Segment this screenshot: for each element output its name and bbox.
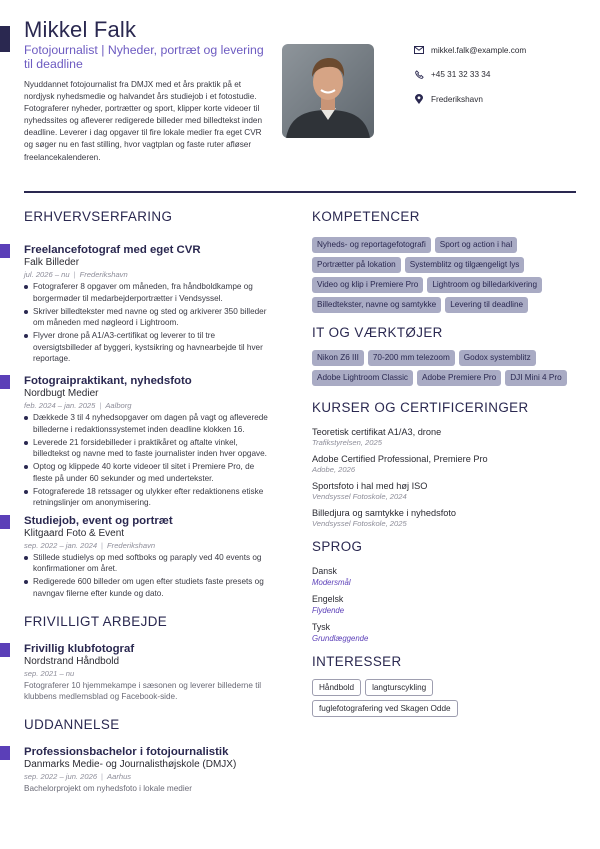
- job-bullet: Flyver drone på A1/A3-certifikat og leverer to til tre oversigtsbilleder af byggeri, kystsikring og havnearbejde til hver reportage.: [24, 330, 276, 365]
- contact-phone-text: +45 31 32 33 34: [431, 70, 491, 79]
- interests-heading: INTERESSER: [312, 654, 402, 669]
- job-title: Freelancefotograf med eget CVR: [24, 244, 201, 256]
- course-issuer: Vendsyssel Fotoskole, 2025: [312, 519, 407, 528]
- education-meta: sep. 2022 – jun. 2026 | Aarhus: [24, 771, 132, 781]
- language-item: [312, 621, 582, 644]
- tools-chips: [312, 350, 582, 386]
- volunteer-entry: [24, 642, 276, 703]
- volunteer-description: Fotograferer 10 hjemmekampe i sæsonen og leverer billederne til klubbens medlemsblad og Facebook-side.: [24, 680, 262, 702]
- job-bullets: [24, 281, 276, 365]
- tool-tag: Adobe Lightroom Classic: [312, 370, 413, 386]
- job-bullet: Fotograferer 8 opgaver om måneden, fra håndboldkampe og borgermøder til medarbejderportrætter i Vendsyssel.: [24, 281, 276, 304]
- course-item: [312, 507, 582, 529]
- language-level: Flydende: [312, 606, 345, 615]
- education-description: Bachelorprojekt om nyhedsfoto i lokale medier: [24, 783, 192, 793]
- contact-list: [414, 44, 594, 118]
- experience-entry: [24, 514, 276, 600]
- job-bullet: Fotograferede 18 retssager og ulykker efter redaktionens etiske retningslinjer om anonymisering.: [24, 486, 276, 509]
- tool-tag: Godox systemblitz: [459, 350, 536, 366]
- right-column: [312, 209, 582, 717]
- skill-tag: Video og klip i Premiere Pro: [312, 277, 423, 293]
- job-bullet: Redigerede 600 billeder om ugen efter studiets faste presets og navngav filerne efter kunde og dato.: [24, 576, 276, 599]
- tool-tag: 70-200 mm telezoom: [368, 350, 455, 366]
- interest-tag: fuglefotografering ved Skagen Odde: [312, 700, 458, 717]
- tool-tag: Adobe Premiere Pro: [417, 370, 501, 386]
- language-level: Grundlæggende: [312, 634, 369, 643]
- school: Danmarks Medie- og Journalisthøjskole (DMJX): [24, 758, 237, 770]
- job-bullet: Dækkede 3 til 4 nyhedsopgaver om dagen på vagt og afleverede billederne i redaktionssystemet inden deadline klokken 16.: [24, 412, 276, 435]
- job-bullet: Stillede studielys op med softboks og paraply ved 40 events og konfirmationer om året.: [24, 552, 276, 575]
- skill-tag: Systemblitz og tilgængeligt lys: [405, 257, 525, 273]
- interest-tag: langturscykling: [365, 679, 433, 696]
- contact-email[interactable]: [414, 44, 594, 56]
- name-accent-bar: [0, 26, 10, 52]
- education-entry: [24, 745, 276, 795]
- tool-tag: Nikon Z6 III: [312, 350, 364, 366]
- left-column: [24, 209, 276, 794]
- experience-heading: ERHVERVSERFARING: [24, 209, 173, 224]
- job-date: sep. 2022 – jan. 2024: [24, 540, 98, 550]
- education-date: sep. 2022 – jun. 2026: [24, 771, 98, 781]
- course-item: [312, 480, 582, 502]
- job-bullets: [24, 412, 276, 509]
- entry-accent-bar: [0, 746, 10, 760]
- contact-location-text: Frederikshavn: [431, 94, 483, 104]
- experience-entry: [24, 374, 276, 509]
- courses-heading: KURSER OG CERTIFICERINGER: [312, 400, 529, 415]
- headline: Fotojournalist | Nyheder, portræt og levering til deadline: [24, 43, 264, 71]
- language-item: [312, 565, 582, 588]
- skill-tag: Levering til deadline: [445, 297, 528, 313]
- candidate-name: Mikkel Falk: [24, 17, 137, 42]
- tools-heading: IT OG VÆRKTØJER: [312, 325, 443, 340]
- skill-tag: Lightroom og billedarkivering: [427, 277, 542, 293]
- employer: Klitgaard Foto & Event: [24, 527, 125, 539]
- job-bullet: Leverede 21 forsidebilleder i praktikåret og aftalte vinkel, billedtekst og navne med to faste journalister inden hver opgave.: [24, 437, 276, 460]
- experience-entry: [24, 243, 276, 365]
- phone-icon: [414, 70, 424, 80]
- job-meta: jul. 2026 – nu | Frederikshavn: [24, 270, 128, 279]
- interests-chips: [312, 679, 582, 717]
- course-issuer: Adobe, 2026: [312, 465, 356, 474]
- contact-phone[interactable]: [414, 69, 594, 81]
- job-title: Studiejob, event og portræt: [24, 514, 173, 527]
- language-name: Dansk: [312, 566, 337, 576]
- course-title: Teoretisk certifikat A1/A3, drone: [312, 427, 442, 437]
- volunteer-heading: FRIVILLIGT ARBEJDE: [24, 613, 168, 629]
- job-title: Fotograipraktikant, nyhedsfoto: [24, 374, 192, 387]
- education-heading: UDDANNELSE: [24, 716, 120, 732]
- header-divider: [24, 191, 576, 193]
- interest-tag: Håndbold: [312, 679, 361, 696]
- job-place: Frederikshavn: [107, 540, 156, 550]
- job-bullet: Skriver billedtekster med navne og sted og arkiverer 350 billeder om måneden med nøgleord i Lightroom.: [24, 306, 276, 329]
- language-name: Tysk: [312, 622, 331, 632]
- course-title: Sportsfoto i hal med høj ISO: [312, 481, 428, 491]
- profile-summary: Nyuddannet fotojournalist fra DMJX med et års praktik på et nordjysk nyhedsmedie og halvandet års studiejob i et fotostudie. Fotograferer nyheder, portrætter og sport, klipper korte videoer til nyhedssites og afleverer redigerede billeder med billedtekst inden deadline. Leverer i dag opgaver til fire lokale medier fra eget CVR og søger nu en fast stilling, hvor vagtplan og faste ruter afløser freelancekalenderen.: [24, 80, 263, 162]
- employer: Falk Billeder: [24, 257, 80, 268]
- volunteer-date: sep. 2021 – nu: [24, 668, 75, 678]
- language-name: Engelsk: [312, 594, 344, 604]
- skills-chips: [312, 237, 582, 313]
- course-item: [312, 426, 582, 448]
- skill-tag: Portrætter på lokation: [312, 257, 401, 273]
- skill-tag: Billedtekster, navne og samtykke: [312, 297, 441, 313]
- entry-accent-bar: [0, 515, 10, 529]
- location-pin-icon: [414, 94, 424, 104]
- language-item: [312, 593, 582, 616]
- education-place: Aarhus: [107, 771, 132, 781]
- entry-accent-bar: [0, 375, 10, 389]
- contact-email-text: mikkel.falk@example.com: [431, 45, 527, 55]
- job-date: jul. 2026 – nu: [24, 270, 70, 279]
- job-meta: feb. 2024 – jan. 2025 | Aalborg: [24, 400, 132, 410]
- languages-list: [312, 565, 582, 644]
- contact-location: [414, 93, 594, 105]
- tool-tag: DJI Mini 4 Pro: [505, 370, 566, 386]
- course-title: Adobe Certified Professional, Premiere Pro: [312, 454, 488, 464]
- course-title: Billedjura og samtykke i nyhedsfoto: [312, 508, 457, 518]
- skill-tag: Nyheds- og reportagefotografi: [312, 237, 431, 253]
- course-issuer: Vendsyssel Fotoskole, 2024: [312, 492, 407, 501]
- job-bullets: [24, 552, 276, 600]
- job-date: feb. 2024 – jan. 2025: [24, 400, 96, 410]
- employer: Nordbugt Medier: [24, 387, 99, 399]
- mail-icon: [414, 45, 424, 55]
- job-meta: sep. 2022 – jan. 2024 | Frederikshavn: [24, 540, 156, 550]
- courses-list: [312, 426, 582, 529]
- languages-heading: SPROG: [312, 539, 363, 554]
- job-bullet: Optog og klippede 40 korte videoer til sitet i Premiere Pro, de fleste på under 60 sekunder og med undertekster.: [24, 461, 276, 484]
- degree-title: Professionsbachelor i fotojournalistik: [24, 745, 229, 758]
- job-place: Aalborg: [105, 400, 132, 410]
- course-issuer: Trafikstyrelsen, 2025: [312, 438, 382, 447]
- skill-tag: Sport og action i hal: [435, 237, 517, 253]
- course-item: [312, 453, 582, 475]
- skills-heading: KOMPETENCER: [312, 209, 420, 224]
- job-place: Frederikshavn: [79, 270, 128, 279]
- profile-photo: [282, 44, 374, 138]
- entry-accent-bar: [0, 643, 10, 657]
- language-level: Modersmål: [312, 578, 351, 587]
- entry-accent-bar: [0, 244, 10, 258]
- volunteer-title: Frivillig klubfotograf: [24, 642, 135, 655]
- volunteer-org: Nordstrand Håndbold: [24, 655, 120, 667]
